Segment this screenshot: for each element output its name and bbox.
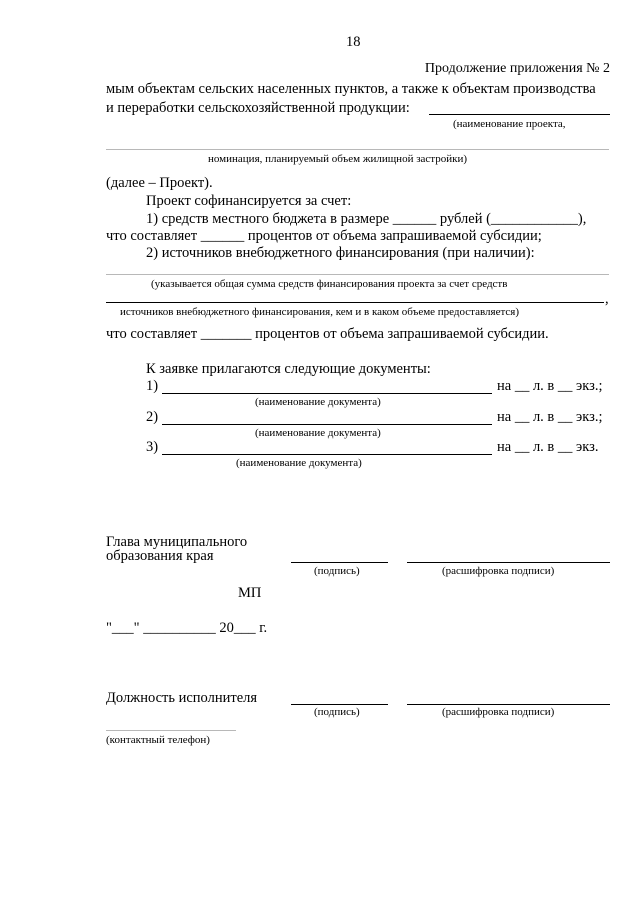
body-line-2: и переработки сельскохозяйственной продукции:: [106, 100, 410, 116]
phone-blank[interactable]: [106, 730, 236, 731]
head-title-line-1: Глава муниципального: [106, 534, 248, 550]
executor-decode-blank[interactable]: [407, 704, 610, 705]
attachment-1-tail: на __ л. в __ экз.;: [497, 378, 603, 394]
head-signature-blank[interactable]: [291, 562, 388, 563]
item-1-line: [146, 211, 586, 228]
budget-percent-blank[interactable]: ______: [200, 228, 245, 244]
item-2-line: 2) источников внебюджетного финансирования (при наличии):: [146, 245, 535, 261]
total-sum-hint: (указывается общая сумма средств финансирования проекта за счет средств: [151, 278, 508, 290]
item-1-mid: рублей (: [436, 211, 491, 227]
attachment-3-number: 3): [146, 439, 159, 455]
item-1-prefix: 1) средств местного бюджета в размере: [146, 211, 393, 227]
attachments-intro: К заявке прилагаются следующие документы:: [146, 361, 431, 377]
executor-decode-hint: (расшифровка подписи): [442, 706, 555, 718]
phone-hint: (контактный телефон): [106, 734, 210, 746]
budget-amount-blank[interactable]: ______: [392, 211, 437, 227]
attachment-2-tail: на __ л. в __ экз.;: [497, 409, 603, 425]
attachment-1-hint: (наименование документа): [255, 396, 381, 408]
item-1-end: ),: [577, 211, 587, 227]
attachment-1-blank[interactable]: [162, 393, 492, 394]
sources-hint: источников внебюджетного финансирования, кем и в каком объеме предоставляется): [120, 306, 520, 318]
nomination-hint: номинация, планируемый объем жилищной застройки): [208, 153, 468, 165]
attachment-2-hint: (наименование документа): [255, 427, 381, 439]
budget-words-blank[interactable]: ____________: [490, 211, 578, 227]
attachment-2-blank[interactable]: [162, 424, 492, 425]
item-1-cont-end: процентов от объема запрашиваемой субсидии;: [244, 228, 542, 244]
nomination-blank[interactable]: [106, 149, 609, 150]
date-line[interactable]: "___" __________ 20___ г.: [106, 620, 268, 636]
project-name-blank[interactable]: [429, 114, 610, 115]
project-name-hint: (наименование проекта,: [453, 118, 566, 130]
sources-comma: ,: [605, 291, 609, 307]
dalee-text: (далее – Проект).: [106, 175, 213, 191]
cofinance-text: Проект софинансируется за счет:: [146, 193, 352, 209]
head-decode-hint: (расшифровка подписи): [442, 565, 555, 577]
body-line-1: мым объектам сельских населенных пунктов, а также к объектам производства: [106, 81, 596, 97]
appendix-note: Продолжение приложения № 2: [424, 61, 610, 76]
percent-prefix: что составляет: [106, 326, 201, 342]
attachment-2-number: 2): [146, 409, 159, 425]
head-title-line-2: образования края: [106, 548, 214, 564]
executor-signature-hint: (подпись): [314, 706, 360, 718]
attachment-3-hint: (наименование документа): [236, 457, 362, 469]
attachment-1-number: 1): [146, 378, 159, 394]
offbudget-percent-blank[interactable]: _______: [200, 326, 252, 342]
item-1-cont-prefix: что составляет: [106, 228, 201, 244]
total-sum-blank[interactable]: [106, 274, 609, 275]
executor-label: Должность исполнителя: [106, 690, 258, 706]
page-number: 18: [346, 34, 361, 50]
percent-line: [106, 326, 549, 343]
item-1-continued: [106, 228, 542, 245]
head-decode-blank[interactable]: [407, 562, 610, 563]
attachment-3-blank[interactable]: [162, 454, 492, 455]
sources-blank[interactable]: [106, 302, 604, 303]
stamp-label: МП: [238, 585, 262, 601]
attachment-3-tail: на __ л. в __ экз.: [497, 439, 599, 455]
percent-end: процентов от объема запрашиваемой субсидии.: [251, 326, 549, 342]
executor-signature-blank[interactable]: [291, 704, 388, 705]
head-signature-hint: (подпись): [314, 565, 360, 577]
